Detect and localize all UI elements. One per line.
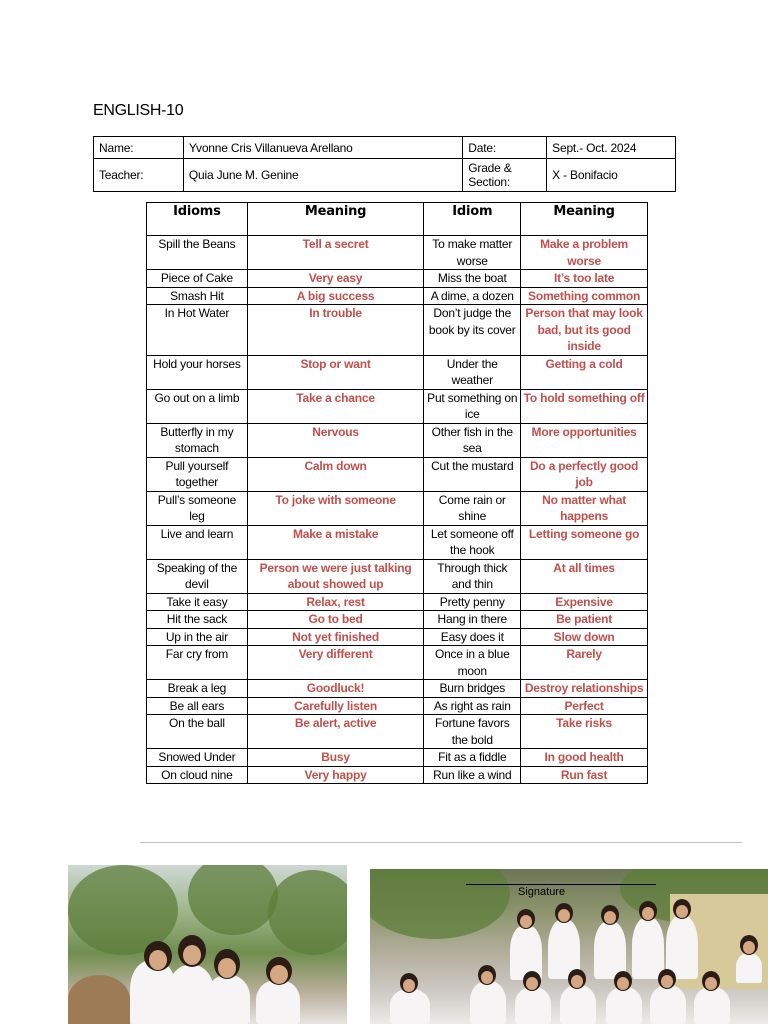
grade-label-line-1: Grade & xyxy=(468,161,512,175)
idiom-cell: Up in the air xyxy=(147,628,248,646)
idiom-row xyxy=(147,697,648,715)
name-value: Yvonne Cris Villanueva Arellano xyxy=(183,137,462,159)
idiom-cell: Snowed Under xyxy=(147,749,248,767)
meaning-2-cell: Destroy relationships xyxy=(521,680,648,698)
idiom-cell: On the ball xyxy=(147,715,248,749)
teacher-value: Quia June M. Genine xyxy=(183,159,462,192)
idiom-cell: Pull’s someone leg xyxy=(147,491,248,525)
meaning-2-cell: Expensive xyxy=(521,593,648,611)
idiom-row xyxy=(147,389,648,423)
header-idiom: Idiom xyxy=(424,203,521,236)
meaning-cell: Tell a secret xyxy=(247,236,424,270)
idiom-2-cell: Once in a blue moon xyxy=(424,646,521,680)
idiom-cell: Be all ears xyxy=(147,697,248,715)
meaning-2-cell: Letting someone go xyxy=(521,525,648,559)
idiom-2-cell: Burn bridges xyxy=(424,680,521,698)
meaning-2-cell: At all times xyxy=(521,559,648,593)
idiom-2-cell: Let someone off the hook xyxy=(424,525,521,559)
idiom-cell: In Hot Water xyxy=(147,305,248,356)
idiom-2-cell: Run like a wind xyxy=(424,766,521,784)
idiom-2-cell: Fortune favors the bold xyxy=(424,715,521,749)
meaning-2-cell: Person that may look bad, but its good inside xyxy=(521,305,648,356)
meaning-cell: To joke with someone xyxy=(247,491,424,525)
meaning-cell: Goodluck! xyxy=(247,680,424,698)
grade-label-line-2: Section: xyxy=(468,175,511,189)
horizontal-rule xyxy=(140,842,742,843)
idiom-cell: Live and learn xyxy=(147,525,248,559)
idiom-row xyxy=(147,559,648,593)
info-row-name-date xyxy=(94,137,676,159)
meaning-cell: A big success xyxy=(247,287,424,305)
idiom-2-cell: To make matter worse xyxy=(424,236,521,270)
meaning-cell: Nervous xyxy=(247,423,424,457)
signature-line xyxy=(466,884,656,885)
idiom-cell: Piece of Cake xyxy=(147,270,248,288)
idiom-cell: Break a leg xyxy=(147,680,248,698)
idiom-row xyxy=(147,593,648,611)
idiom-2-cell: As right as rain xyxy=(424,697,521,715)
meaning-cell: Very happy xyxy=(247,766,424,784)
idiom-cell: Spill the Beans xyxy=(147,236,248,270)
meaning-2-cell: Perfect xyxy=(521,697,648,715)
grade-section-label xyxy=(463,159,547,192)
idiom-2-cell: Put something on ice xyxy=(424,389,521,423)
meaning-cell: In trouble xyxy=(247,305,424,356)
idiom-cell: Hold your horses xyxy=(147,355,248,389)
header-meaning-2: Meaning xyxy=(521,203,648,236)
teacher-label: Teacher: xyxy=(94,159,184,192)
meaning-2-cell: Do a perfectly good job xyxy=(521,457,648,491)
idiom-row xyxy=(147,646,648,680)
meaning-cell: Not yet finished xyxy=(247,628,424,646)
meaning-cell: Carefully listen xyxy=(247,697,424,715)
meaning-2-cell: Something common xyxy=(521,287,648,305)
signature-label: Signature xyxy=(518,886,566,898)
header-idioms: Idioms xyxy=(147,203,248,236)
idiom-row xyxy=(147,491,648,525)
idiom-row xyxy=(147,287,648,305)
idiom-cell: Hit the sack xyxy=(147,611,248,629)
meaning-2-cell: It’s too late xyxy=(521,270,648,288)
idiom-2-cell: Other fish in the sea xyxy=(424,423,521,457)
subject-title: ENGLISH-10 xyxy=(93,102,184,119)
idiom-2-cell: Pretty penny xyxy=(424,593,521,611)
meaning-cell: Take a chance xyxy=(247,389,424,423)
idiom-row xyxy=(147,305,648,356)
idiom-cell: Take it easy xyxy=(147,593,248,611)
idiom-cell: Speaking of the devil xyxy=(147,559,248,593)
meaning-2-cell: Run fast xyxy=(521,766,648,784)
idiom-cell: Go out on a limb xyxy=(147,389,248,423)
idiom-row xyxy=(147,525,648,559)
idiom-2-cell: Miss the boat xyxy=(424,270,521,288)
idiom-row xyxy=(147,355,648,389)
idiom-row xyxy=(147,715,648,749)
name-label: Name: xyxy=(94,137,184,159)
header-meaning: Meaning xyxy=(247,203,424,236)
meaning-2-cell: Take risks xyxy=(521,715,648,749)
idiom-row xyxy=(147,270,648,288)
idiom-2-cell: Through thick and thin xyxy=(424,559,521,593)
meaning-2-cell: More opportunities xyxy=(521,423,648,457)
idiom-cell: On cloud nine xyxy=(147,766,248,784)
idiom-2-cell: Hang in there xyxy=(424,611,521,629)
meaning-2-cell: Rarely xyxy=(521,646,648,680)
meaning-2-cell: In good health xyxy=(521,749,648,767)
meaning-2-cell: Make a problem worse xyxy=(521,236,648,270)
meaning-cell: Calm down xyxy=(247,457,424,491)
meaning-cell: Person we were just talking about showed up xyxy=(247,559,424,593)
idiom-cell: Far cry from xyxy=(147,646,248,680)
idioms-table xyxy=(146,202,648,784)
idiom-2-cell: Under the weather xyxy=(424,355,521,389)
idiom-row xyxy=(147,749,648,767)
meaning-2-cell: Slow down xyxy=(521,628,648,646)
idiom-row xyxy=(147,457,648,491)
idiom-row xyxy=(147,628,648,646)
meaning-2-cell: No matter what happens xyxy=(521,491,648,525)
meaning-cell: Go to bed xyxy=(247,611,424,629)
idiom-row xyxy=(147,680,648,698)
meaning-cell: Make a mistake xyxy=(247,525,424,559)
info-row-teacher-grade xyxy=(94,159,676,192)
idiom-2-cell: Easy does it xyxy=(424,628,521,646)
hat xyxy=(68,975,130,1024)
date-label: Date: xyxy=(463,137,547,159)
student-info-table xyxy=(93,136,676,192)
meaning-cell: Stop or want xyxy=(247,355,424,389)
idiom-2-cell: Don’t judge the book by its cover xyxy=(424,305,521,356)
idiom-2-cell: Come rain or shine xyxy=(424,491,521,525)
date-value: Sept.- Oct. 2024 xyxy=(547,137,676,159)
idioms-header-row xyxy=(147,203,648,236)
idiom-cell: Smash Hit xyxy=(147,287,248,305)
idiom-row xyxy=(147,236,648,270)
idiom-row xyxy=(147,766,648,784)
meaning-cell: Relax, rest xyxy=(247,593,424,611)
idiom-2-cell: A dime, a dozen xyxy=(424,287,521,305)
idiom-cell: Butterfly in my stomach xyxy=(147,423,248,457)
idiom-2-cell: Cut the mustard xyxy=(424,457,521,491)
meaning-cell: Very different xyxy=(247,646,424,680)
group-photo-left xyxy=(68,865,347,1024)
meaning-cell: Busy xyxy=(247,749,424,767)
idiom-row xyxy=(147,423,648,457)
idiom-2-cell: Fit as a fiddle xyxy=(424,749,521,767)
idiom-row xyxy=(147,611,648,629)
meaning-cell: Be alert, active xyxy=(247,715,424,749)
meaning-2-cell: To hold something off xyxy=(521,389,648,423)
meaning-2-cell: Be patient xyxy=(521,611,648,629)
meaning-2-cell: Getting a cold xyxy=(521,355,648,389)
idiom-cell: Pull yourself together xyxy=(147,457,248,491)
grade-section-value: X - Bonifacio xyxy=(547,159,676,192)
group-photo-right xyxy=(370,869,768,1024)
meaning-cell: Very easy xyxy=(247,270,424,288)
